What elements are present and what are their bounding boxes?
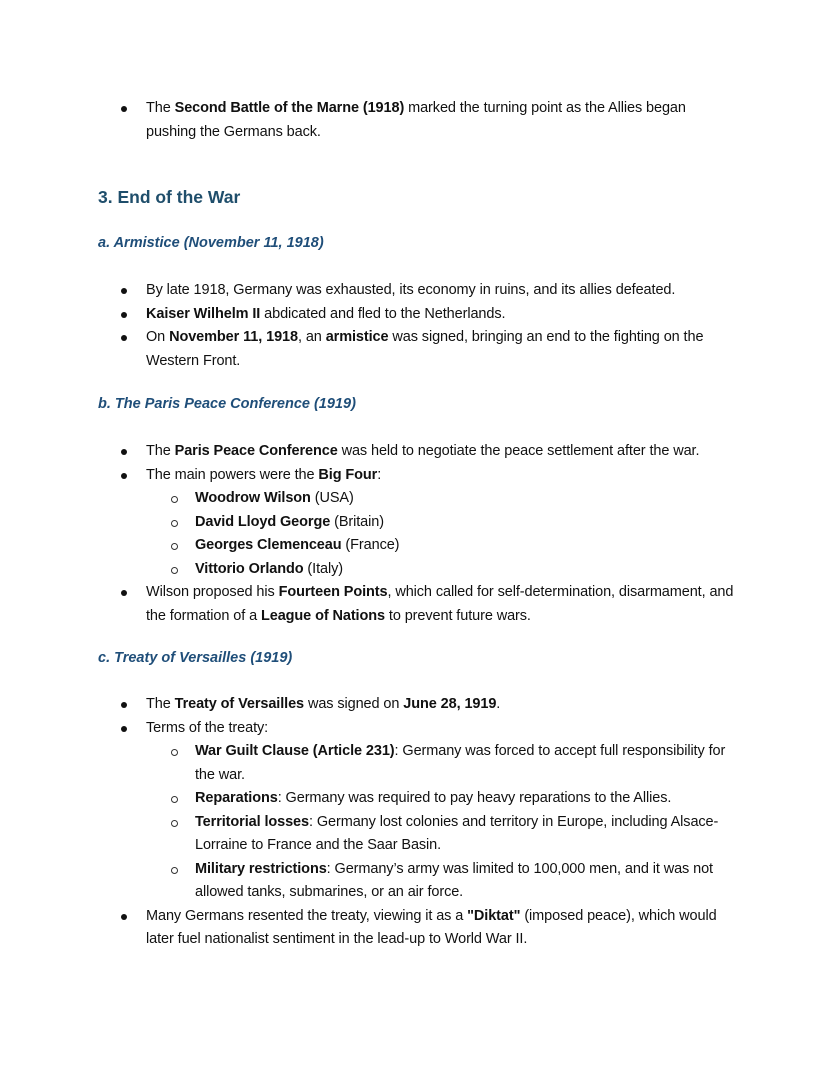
list-item xyxy=(118,326,738,373)
sub-list-item-text: Territorial losses: Germany lost colonies and territory in Europe, including Alsace-Lorraine to France and the Saar Basin. xyxy=(195,813,719,853)
sub-list-item xyxy=(146,558,738,582)
sub-list-item xyxy=(146,858,738,905)
sub-list-item xyxy=(146,487,738,511)
sub-list-item-text: Military restrictions: Germany’s army was limited to 100,000 men, and it was not allowed tanks, submarines, or an air force. xyxy=(195,860,713,900)
section-heading: 3. End of the War xyxy=(98,187,241,207)
treaty-terms-sub-list xyxy=(146,740,738,905)
bullet-icon xyxy=(121,914,127,920)
sub-list-item-text: War Guilt Clause (Article 231): Germany was forced to accept full responsibility for the war. xyxy=(195,743,726,783)
sub-list-item xyxy=(146,511,738,535)
circle-bullet-icon xyxy=(171,543,178,550)
sub-list-item-text: Reparations: Germany was required to pay heavy reparations to the Allies. xyxy=(195,790,672,806)
bullet-icon xyxy=(121,312,127,318)
list-item-text: By late 1918, Germany was exhausted, its economy in ruins, and its allies defeated. xyxy=(146,282,676,298)
list-item-text: The main powers were the Big Four: xyxy=(146,466,382,483)
circle-bullet-icon xyxy=(171,867,178,874)
sub-list-item-text: Georges Clemenceau (France) xyxy=(195,537,400,553)
subsection-heading-paris-peace-conference: b. The Paris Peace Conference (1919) xyxy=(98,396,356,412)
circle-bullet-icon xyxy=(171,749,178,756)
list-item xyxy=(118,279,738,303)
sub-list-item xyxy=(146,534,738,558)
sub-list-item-text: Woodrow Wilson (USA) xyxy=(195,490,354,506)
subsection-heading-armistice: a. Armistice (November 11, 1918) xyxy=(98,235,324,251)
sub-list-item-text: Vittorio Orlando (Italy) xyxy=(195,560,343,577)
bullet-icon xyxy=(121,590,127,596)
bullet-icon xyxy=(121,335,127,341)
list-item-text: The Second Battle of the Marne (1918) marked the turning point as the Allies began pushing the Germans back. xyxy=(146,100,686,140)
bullet-icon xyxy=(121,726,127,732)
bullet-icon xyxy=(121,288,127,294)
list-item xyxy=(118,464,738,582)
list-item-text: Wilson proposed his Fourteen Points, which called for self-determination, disarmament, and the formation of a League of Nations to prevent future wars. xyxy=(146,584,734,624)
list-item xyxy=(118,693,738,717)
list-item xyxy=(118,303,738,327)
list-item xyxy=(118,581,738,628)
list-item-text: The Paris Peace Conference was held to negotiate the peace settlement after the war. xyxy=(146,443,700,459)
bullet-icon xyxy=(121,473,127,479)
big-four-sub-list xyxy=(146,487,738,581)
circle-bullet-icon xyxy=(171,496,178,503)
sub-list-item xyxy=(146,787,738,811)
list-item xyxy=(118,905,738,952)
circle-bullet-icon xyxy=(171,820,178,827)
list-item xyxy=(118,717,738,905)
subsection-heading-treaty-of-versailles: c. Treaty of Versailles (1919) xyxy=(98,650,293,666)
bullet-icon xyxy=(121,449,127,455)
circle-bullet-icon xyxy=(171,520,178,527)
bullet-icon xyxy=(121,106,127,112)
list-item xyxy=(118,440,738,464)
intro-bullet-list xyxy=(118,97,738,144)
list-item-text: On November 11, 1918, an armistice was signed, bringing an end to the fighting on the Western Front. xyxy=(146,329,704,369)
bullet-icon xyxy=(121,702,127,708)
list-item-text: Kaiser Wilhelm II abdicated and fled to the Netherlands. xyxy=(146,305,506,322)
versailles-bullet-list xyxy=(118,693,738,952)
list-item xyxy=(118,97,738,144)
armistice-bullet-list xyxy=(118,279,738,373)
sub-list-item xyxy=(146,811,738,858)
paris-conference-bullet-list xyxy=(118,440,738,628)
circle-bullet-icon xyxy=(171,796,178,803)
sub-list-item xyxy=(146,740,738,787)
list-item-text: Many Germans resented the treaty, viewing it as a "Diktat" (imposed peace), which would later fuel nationalist sentiment in the lead-up to World War II. xyxy=(146,907,717,947)
sub-list-item-text: David Lloyd George (Britain) xyxy=(195,513,384,530)
list-item-text: The Treaty of Versailles was signed on June 28, 1919. xyxy=(146,696,501,712)
list-item-text: Terms of the treaty: xyxy=(146,719,269,736)
circle-bullet-icon xyxy=(171,567,178,574)
